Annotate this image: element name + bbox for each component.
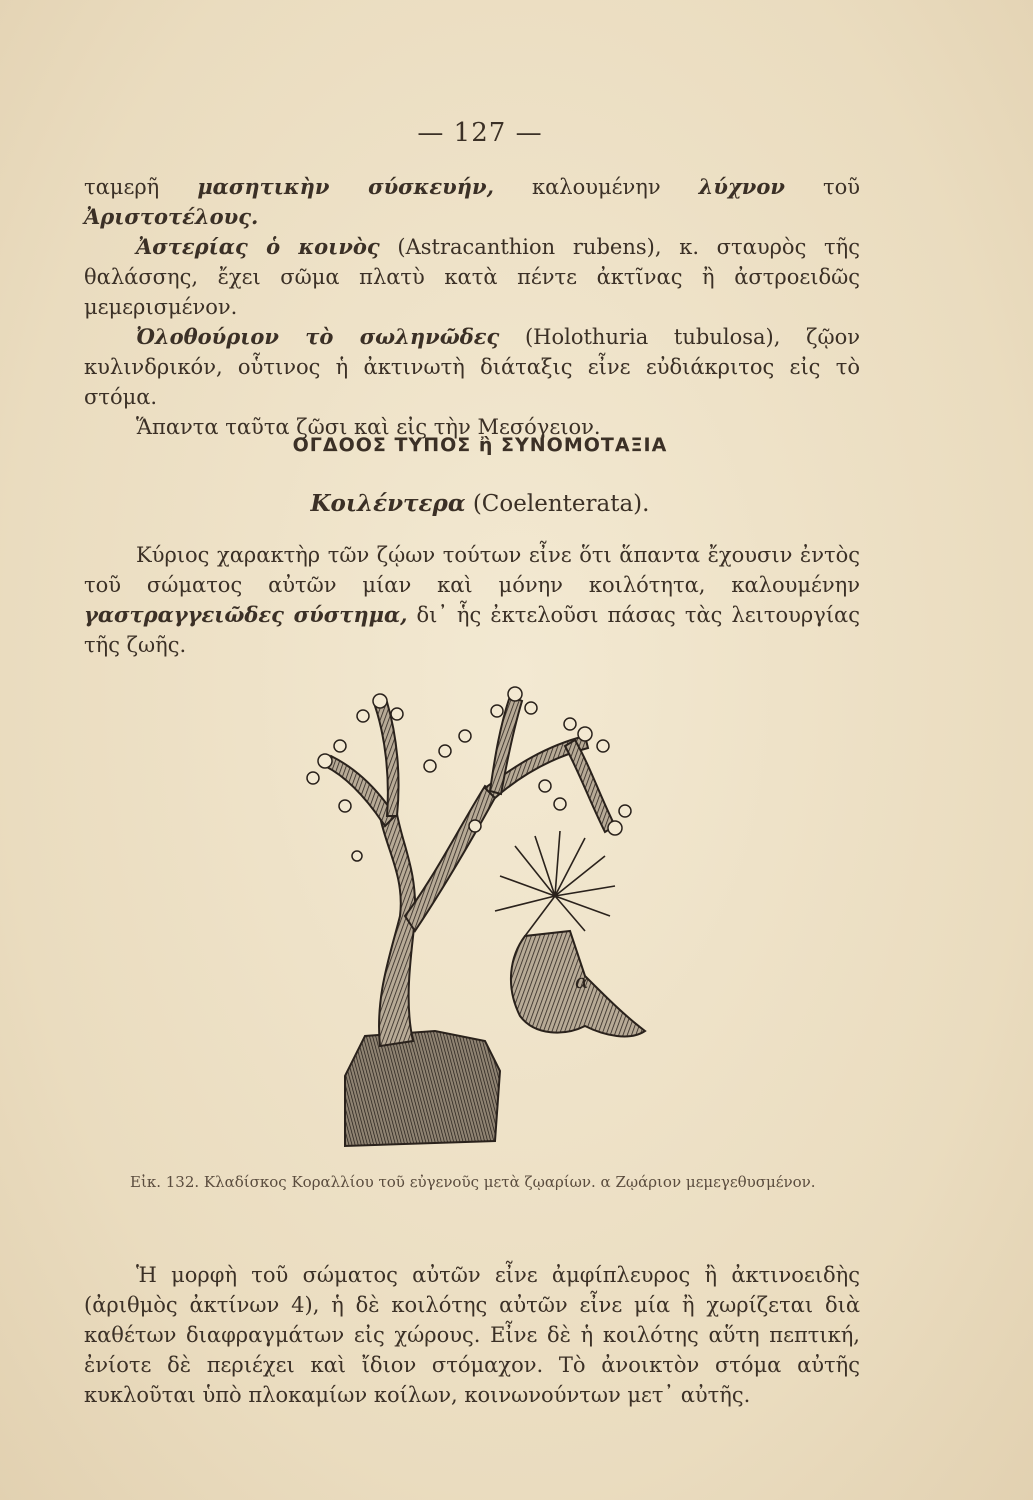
italic-term: γαστραγγειῶδες σύστημα, (84, 602, 408, 627)
section-heading: ΟΓΔΟΟΣ ΤΥΠΟΣ ἢ ΣΥΝΟΜΟΤΑΞΙΑ (292, 434, 668, 456)
paragraph-echinoderms (84, 172, 860, 442)
coral-branch (565, 740, 615, 832)
page-number: — 127 — (417, 118, 543, 148)
paragraph-body-form (84, 1260, 860, 1410)
magnified-polyp (495, 831, 615, 936)
mediterranean-line: Ἅπαντα ταῦτα ζῶσι καὶ εἰς τὴν Μεσόγειον. (136, 415, 601, 439)
figure-caption: Εἰκ. 132. Κλαδίσκος Κοραλλίου τοῦ εὐγενοῦς μετὰ ζῳαρίων. α Ζῳάριον μεμεγεθυσμένον. (130, 1173, 816, 1191)
holothuria-entry (84, 322, 860, 412)
text-segment: καλουμένην (531, 175, 661, 199)
text-segment: (Holothuria tubulosa), ζῷον κυλινδρικόν, οὗτινος ἡ ἀκτινωτὴ διάταξις εἶνε εὐδιάκριτος εἰς τὸ στόμα. (84, 325, 860, 409)
italic-term: Κοιλέντερα (310, 490, 466, 517)
starfish-entry (84, 232, 860, 322)
text-segment: Κύριος χαρακτὴρ τῶν ζῴων τούτων εἶνε ὅτι ἅπαντα ἔχουσιν ἐντὸς τοῦ σώματος αὐτῶν μίαν καὶ μόνην κοιλότητα, καλουμένην (84, 543, 860, 597)
coral-branch (405, 786, 497, 931)
paragraph-body: Ἡ μορφὴ τοῦ σώματος αὐτῶν εἶνε ἀμφίπλευρος ἢ ἀκτινοειδὴς (ἀριθμὸς ἀκτίνων 4), ἡ δὲ κοιλότης αὐτῶν εἶνε μία ἢ χωρίζεται διὰ καθέτων διαφραγμάτων εἰς χώρους. Εἶνε δὲ ἡ κοιλότης αὕτη πεπτική, ἐνίοτε δὲ περιέχει καὶ ἴδιον στόμαχον. Τὸ ἀνοικτὸν στόμα αὐτῆς κυκλοῦται ὑπὸ πλοκαμίων κοίλων, κοινωνούντων μετ᾽ αὐτῆς. (84, 1263, 860, 1407)
italic-term: Ἀστερίας ὁ κοινὸς (136, 234, 380, 259)
italic-term: μασητικὴν σύσκευήν, (197, 174, 494, 199)
text-segment: τοῦ (822, 175, 861, 199)
latin-name: (Coelenterata). (472, 491, 650, 517)
text-segment: ταμερῆ (84, 175, 160, 199)
text-segment: δι᾽ ἧς ἐκτελοῦσι πάσας τὰς λειτουργίας τῆς ζωῆς. (84, 603, 860, 657)
figure-label-a: α (575, 969, 589, 993)
paragraph-body (84, 540, 860, 660)
line-aristotle (84, 172, 860, 232)
coral-illustration (285, 676, 655, 1156)
paragraph-coelenterata (84, 540, 860, 660)
text-segment: (Astracanthion rubens), κ. σταυρὸς τῆς θαλάσσης, ἔχει σῶμα πλατὺ κατὰ πέντε ἀκτῖνας ἢ ἀστροειδῶς μεμερισμένον. (84, 235, 860, 319)
section-subheading (0, 490, 960, 517)
coral-branch (325, 756, 395, 826)
rock-base (345, 1031, 500, 1146)
italic-term: Ἀριστοτέλους. (84, 204, 259, 229)
italic-term: Ὀλοθούριον τὸ σωληνῶδες (136, 324, 500, 349)
coral-trunk (379, 814, 415, 1046)
italic-term: λύχνον (698, 174, 785, 199)
